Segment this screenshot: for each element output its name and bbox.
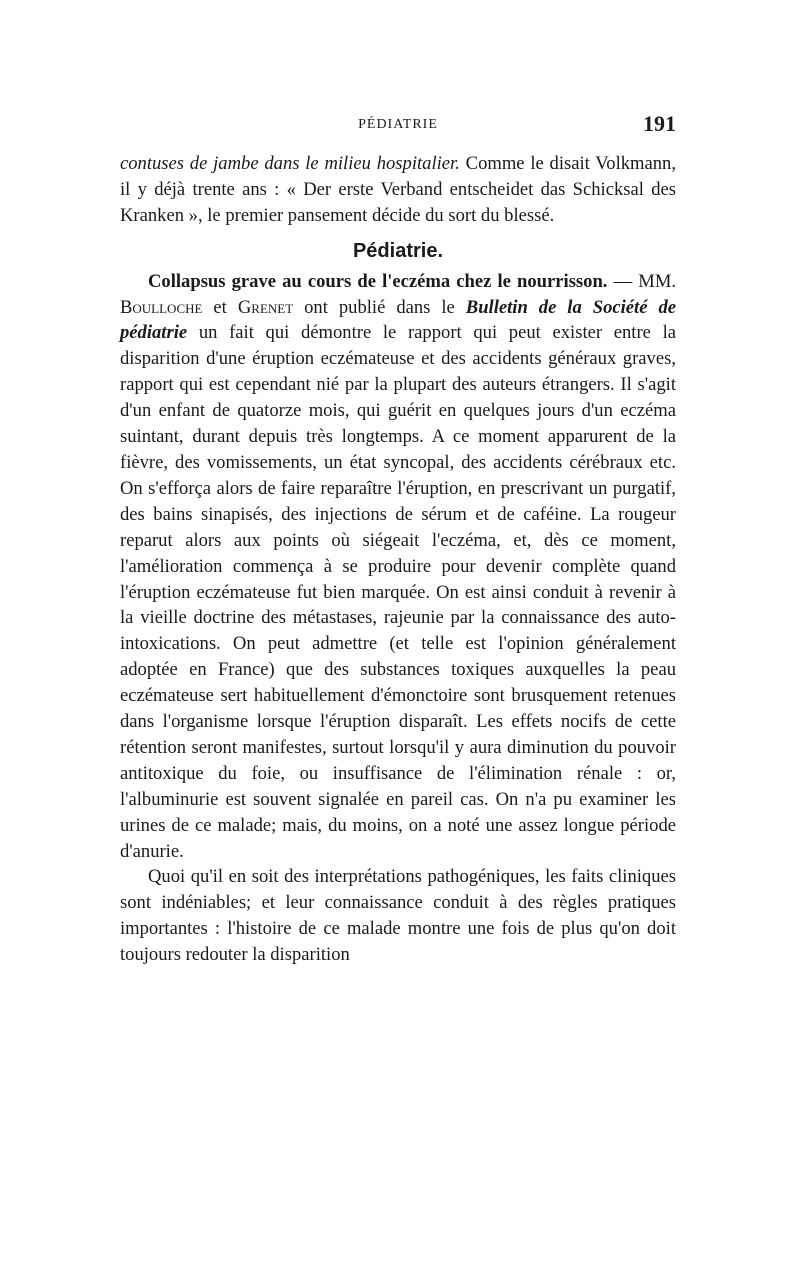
- body-text: [120, 151, 676, 968]
- italic-phrase: contuses de jambe dans le milieu hospitalier.: [120, 153, 460, 174]
- published-text: ont publié dans le: [293, 296, 466, 318]
- running-title: PÉDIATRIE: [358, 117, 438, 132]
- conjunction: et: [202, 296, 238, 318]
- article-paragraph: [120, 269, 676, 865]
- journal-title: Bulletin de la Société de pédiatrie: [120, 296, 677, 344]
- author-name: Boulloche: [120, 296, 203, 318]
- author-name: Grenet: [237, 296, 294, 318]
- article-subheading: Collapsus grave au cours de l'eczéma chez le nourrisson.: [148, 270, 608, 292]
- section-heading: Pédiatrie.: [352, 239, 444, 262]
- paragraph-conclusion: Quoi qu'il en soit des interprétations pathogéniques, les faits cliniques sont indéniables; et leur connaissance conduit à des règles pratiques importantes : l'histoire de ce malade montre une fois de plus qu'on doit toujours redouter la disparition: [120, 866, 676, 966]
- article-body: un fait qui démontre le rapport qui peut exister entre la disparition d'une éruption eczémateuse et des accidents généraux graves, rapport qui est cependant nié par la plupart des auteurs étrangers. Il s'agit d'un enfant de quatorze mois, qui guérit en quelques jours d'un eczéma suintant, durant depuis très longtemps. A ce moment apparurent de la fièvre, des vomissements, un état syncopal, des accidents cérébraux etc. On s'efforça alors de faire reparaître l'éruption, en prescrivant un purgatif, des bains sinapisés, des injections de sérum et de caféine. La rougeur reparut alors aux points où siégeait l'eczéma, et, dès ce moment, l'amélioration commença à se produire pour devenir complète quand l'éruption eczémateuse fut bien marquée. On est ainsi conduit à revenir à la vieille doctrine des métastases, rajeunie par la connaissance des auto-intoxications. On peut admettre (et telle est l'opinion généralement adoptée en France) que des substances toxiques auxquelles la peau eczémateuse sert habituellement d'émonctoire sont brusquement retenues dans l'organisme lorsque l'éruption disparaît. Les effets nocifs de cette rétention seront manifestes, surtout lorsqu'il y aura diminution du pouvoir antitoxique du foie, ou insuffisance de l'élimination rénale : or, l'albuminurie est souvent signalée en pareil cas. On n'a pu examiner les urines de ce malade; mais, du moins, on a noté une assez longue période d'anurie.: [120, 322, 676, 862]
- dash-mm: — MM.: [607, 270, 676, 292]
- page-number: 191: [643, 111, 676, 136]
- page-header: [120, 111, 676, 145]
- paragraph-continuation: [120, 151, 676, 229]
- paragraph-text: Comme le disait Volkmann, il y déjà trente ans : « Der erste Verband entscheidet das Schicksal des Kranken », le premier pansement décide du sort du blessé.: [120, 153, 676, 226]
